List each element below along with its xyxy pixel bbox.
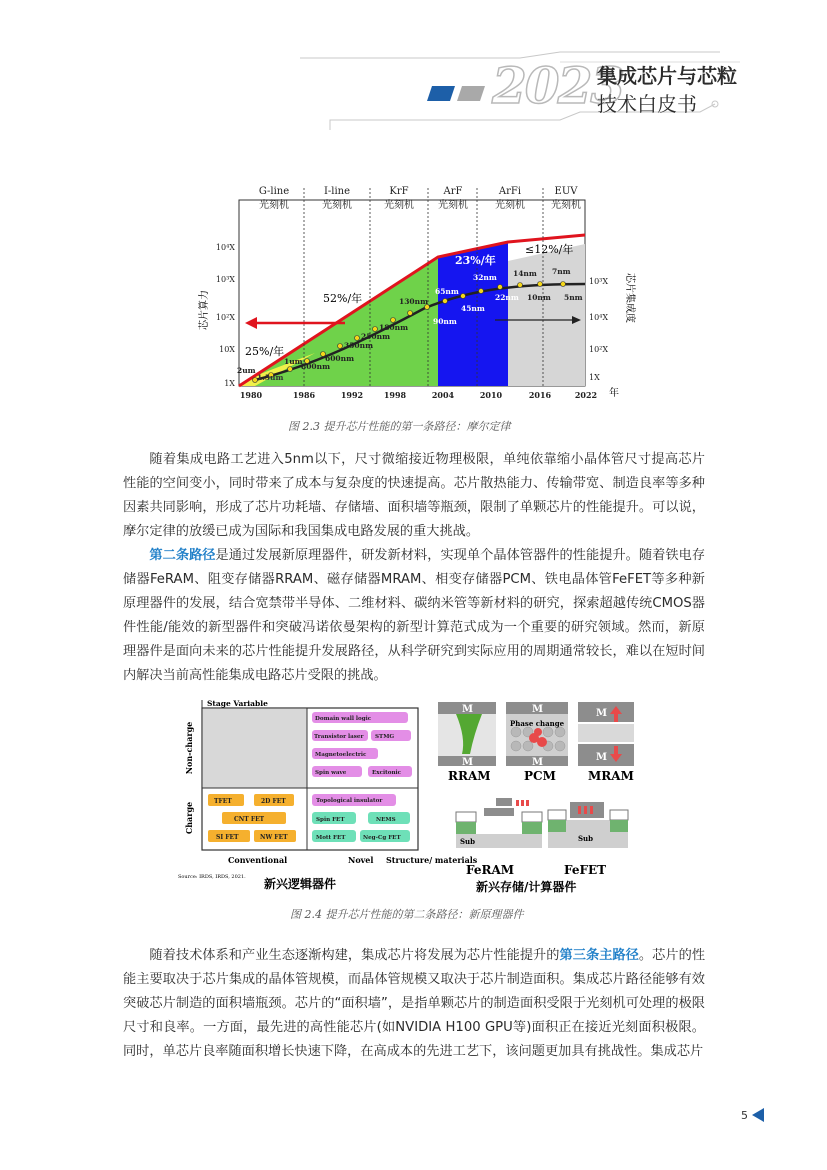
svg-text:1998: 1998 [383,390,407,400]
svg-text:G-line: G-line [258,186,290,197]
paragraph-3-after: 。芯片的性能主要取决于芯片集成的晶体管规模，而晶体管规模又取决于芯片制造面积。集成芯片路径能够有效突破芯片制造的面积墙瓶颈。芯片的“面积墙”，是指单颗芯片的制造面积受限于光刻机可处理的极限尺寸和良率。一方面，最先进的高性能芯片(如NVIDIA H100 GPU等)面积正在接近光刻面积极限。同时，单芯片良率随面积增长快速下降，在高成本的先进工艺下，该问题更加具有挑战性。集成芯片 [123,948,706,1059]
svg-text:22nm: 22nm [495,293,519,302]
paragraph-2 [123,544,705,688]
svg-text:10²X: 10²X [589,345,609,354]
svg-text:130nm: 130nm [399,297,429,306]
svg-text:Domain wall logic: Domain wall logic [315,716,372,722]
svg-text:14nm: 14nm [513,269,537,278]
svg-text:10²X: 10²X [215,313,235,322]
svg-text:45nm: 45nm [461,304,485,313]
svg-text:Sub: Sub [460,837,476,846]
svg-text:180nm: 180nm [379,323,409,332]
header-title: 集成芯片与芯粒 [597,64,737,88]
svg-text:1980: 1980 [239,390,263,400]
svg-text:1986: 1986 [292,390,316,400]
svg-text:Spin FET: Spin FET [316,817,345,823]
svg-text:M: M [596,708,608,719]
moore-law-figure [195,180,645,405]
svg-text:光刻机: 光刻机 [551,200,581,211]
charge-novel-items [312,794,410,842]
y-ticks-right [589,277,608,382]
x-ticks [240,390,597,400]
svg-text:M: M [532,704,544,715]
noncharge-novel-items [312,712,412,777]
source-note: Source: IRDS, IRDS, 2021. [178,874,246,880]
y-axis-charge: Charge [184,801,194,835]
svg-text:光刻机: 光刻机 [259,200,289,211]
svg-text:10³X: 10³X [215,275,235,284]
svg-text:1um: 1um [284,357,303,366]
svg-text:M: M [532,757,544,768]
svg-text:KrF: KrF [389,186,409,197]
svg-text:10³X: 10³X [589,277,609,286]
svg-text:10nm: 10nm [527,293,551,302]
svg-text:光刻机: 光刻机 [384,200,414,211]
header-subtitle: 技术白皮书 [597,92,697,116]
label-pcm: PCM [524,769,556,783]
svg-text:350nm: 350nm [344,341,374,350]
svg-text:光刻机: 光刻机 [322,200,352,211]
highlight-path-2: 第二条路径 [149,548,216,563]
svg-text:2004: 2004 [431,390,455,400]
subtitle-logic: 新兴逻辑器件 [264,877,337,891]
subtitle-memory: 新兴存储/计算器件 [476,880,577,894]
stage-variable: Stage Variable [207,699,268,708]
label-mram: MRAM [588,769,634,783]
x-unit: 年 [609,388,619,399]
svg-text:32nm: 32nm [473,273,497,282]
rate-1: 25%/年 [245,345,285,358]
svg-text:5nm: 5nm [564,293,583,302]
y-label-right: 芯片集成度 [624,273,635,323]
svg-text:CNT FET: CNT FET [234,816,265,823]
page-number: 5 [741,1109,748,1122]
label-fefet: FeFET [564,863,607,877]
svg-text:90nm: 90nm [433,317,457,326]
svg-text:ArF: ArF [443,186,463,197]
paragraph-3-before: 随着技术体系和产业生态逐渐构建，集成芯片将发展为芯片性能提升的 [149,948,560,963]
y-axis-noncharge: Non-charge [184,721,194,775]
svg-text:Mott FET: Mott FET [316,835,346,841]
memory-devices-figure [436,698,636,896]
svg-text:NW FET: NW FET [260,834,288,841]
svg-text:EUV: EUV [554,186,578,197]
svg-text:M: M [462,704,474,715]
svg-text:250nm: 250nm [361,332,391,341]
svg-text:Excitonic: Excitonic [372,770,402,776]
highlight-path-3: 第三条主路径 [559,948,639,963]
svg-text:2016: 2016 [528,390,552,400]
svg-text:Topological insulator: Topological insulator [316,798,383,804]
svg-text:10⁴X: 10⁴X [215,243,235,252]
svg-text:Spin wave: Spin wave [315,770,347,776]
header-year: 2023 [492,56,624,115]
rate-2: 52%/年 [323,292,363,305]
svg-text:1X: 1X [224,379,235,388]
phase-change-label: Phase change [510,719,565,728]
svg-text:65nm: 65nm [435,287,459,296]
paragraph-2-text: 是通过发展新原理器件，研发新材料，实现单个晶体管器件的性能提升。随着铁电存储器FeRAM、阻变存储器RRAM、磁存储器MRAM、相变存储器PCM、铁电晶体管FeFET等多种新原理器件的发展，结合宽禁带半导体、二维材料、碳纳米管等新材料的研究，探索超越传统CMOS器件性能/能效的新型器件和突破冯诺依曼架构的新型计算范式成为一个重要的研究领域。然而，新原理器件是面向未来的芯片性能提升发展路径，从科学研究到实际应用的周期通常较长，难以在短时间内解决当前高性能集成电路芯片受限的挑战。 [123,548,706,683]
svg-text:2010: 2010 [479,390,503,400]
label-rram: RRAM [448,769,491,783]
paragraph-1: 随着集成电路工艺进入5nm以下，尺寸微缩接近物理极限，单纯依靠缩小晶体管尺寸提高芯片性能的空间变小，同时带来了成本与复杂度的快速提高。芯片散热能力、传输带宽、制造良率等多种因素共同影响，形成了芯片功耗墙、存储墙、面积墙等瓶颈，限制了单颗芯片的性能提升。可以说，摩尔定律的放缓已成为国际和我国集成电路发展的重大挑战。 [123,452,705,539]
x-axis-structure: Structure/ materials [386,855,478,865]
svg-text:SI FET: SI FET [216,834,239,841]
svg-text:2um: 2um [237,366,256,375]
svg-text:光刻机: 光刻机 [438,200,468,211]
page-marker-icon [752,1108,764,1122]
svg-text:10⁴X: 10⁴X [589,313,609,322]
svg-text:600nm: 600nm [325,354,355,363]
svg-text:M: M [596,752,608,763]
figure2-caption: 图 2.4 提升芯片性能的第二条路径：新原理器件 [290,908,524,921]
label-feram: FeRAM [466,863,515,877]
svg-text:2022: 2022 [574,390,598,400]
svg-text:NEMS: NEMS [376,817,396,823]
rate-3: 23%/年 [455,254,496,267]
charge-conventional-items [208,794,296,842]
y-ticks-left [216,243,235,388]
svg-text:I-line: I-line [323,186,351,197]
noncharge-conventional-cell [203,709,307,788]
svg-text:Neg-Cg FET: Neg-Cg FET [363,835,401,841]
svg-text:7nm: 7nm [552,267,571,276]
svg-text:1.5um: 1.5um [257,373,284,382]
euv-region [508,244,585,386]
svg-text:ArFi: ArFi [498,186,522,197]
svg-text:2D FET: 2D FET [261,798,286,805]
svg-text:10X: 10X [219,345,235,354]
paragraph-3 [123,944,705,1064]
svg-text:Sub: Sub [578,834,594,843]
svg-text:Transistor laser: Transistor laser [314,734,364,740]
svg-text:M: M [462,757,474,768]
rate-4: ≤12%/年 [525,243,574,256]
figure1-caption: 图 2.3 提升芯片性能的第一条路径：摩尔定律 [288,420,511,433]
y-label-left: 芯片算力 [199,290,210,330]
svg-text:1X: 1X [589,373,600,382]
x-axis-conventional: Conventional [228,855,288,865]
svg-text:1992: 1992 [340,390,364,400]
svg-text:TFET: TFET [214,798,232,805]
svg-text:Magnetoelectric: Magnetoelectric [315,752,367,758]
x-axis-novel: Novel [348,855,374,865]
svg-text:800nm: 800nm [301,362,331,371]
svg-text:STMG: STMG [375,734,395,740]
svg-text:光刻机: 光刻机 [495,200,525,211]
